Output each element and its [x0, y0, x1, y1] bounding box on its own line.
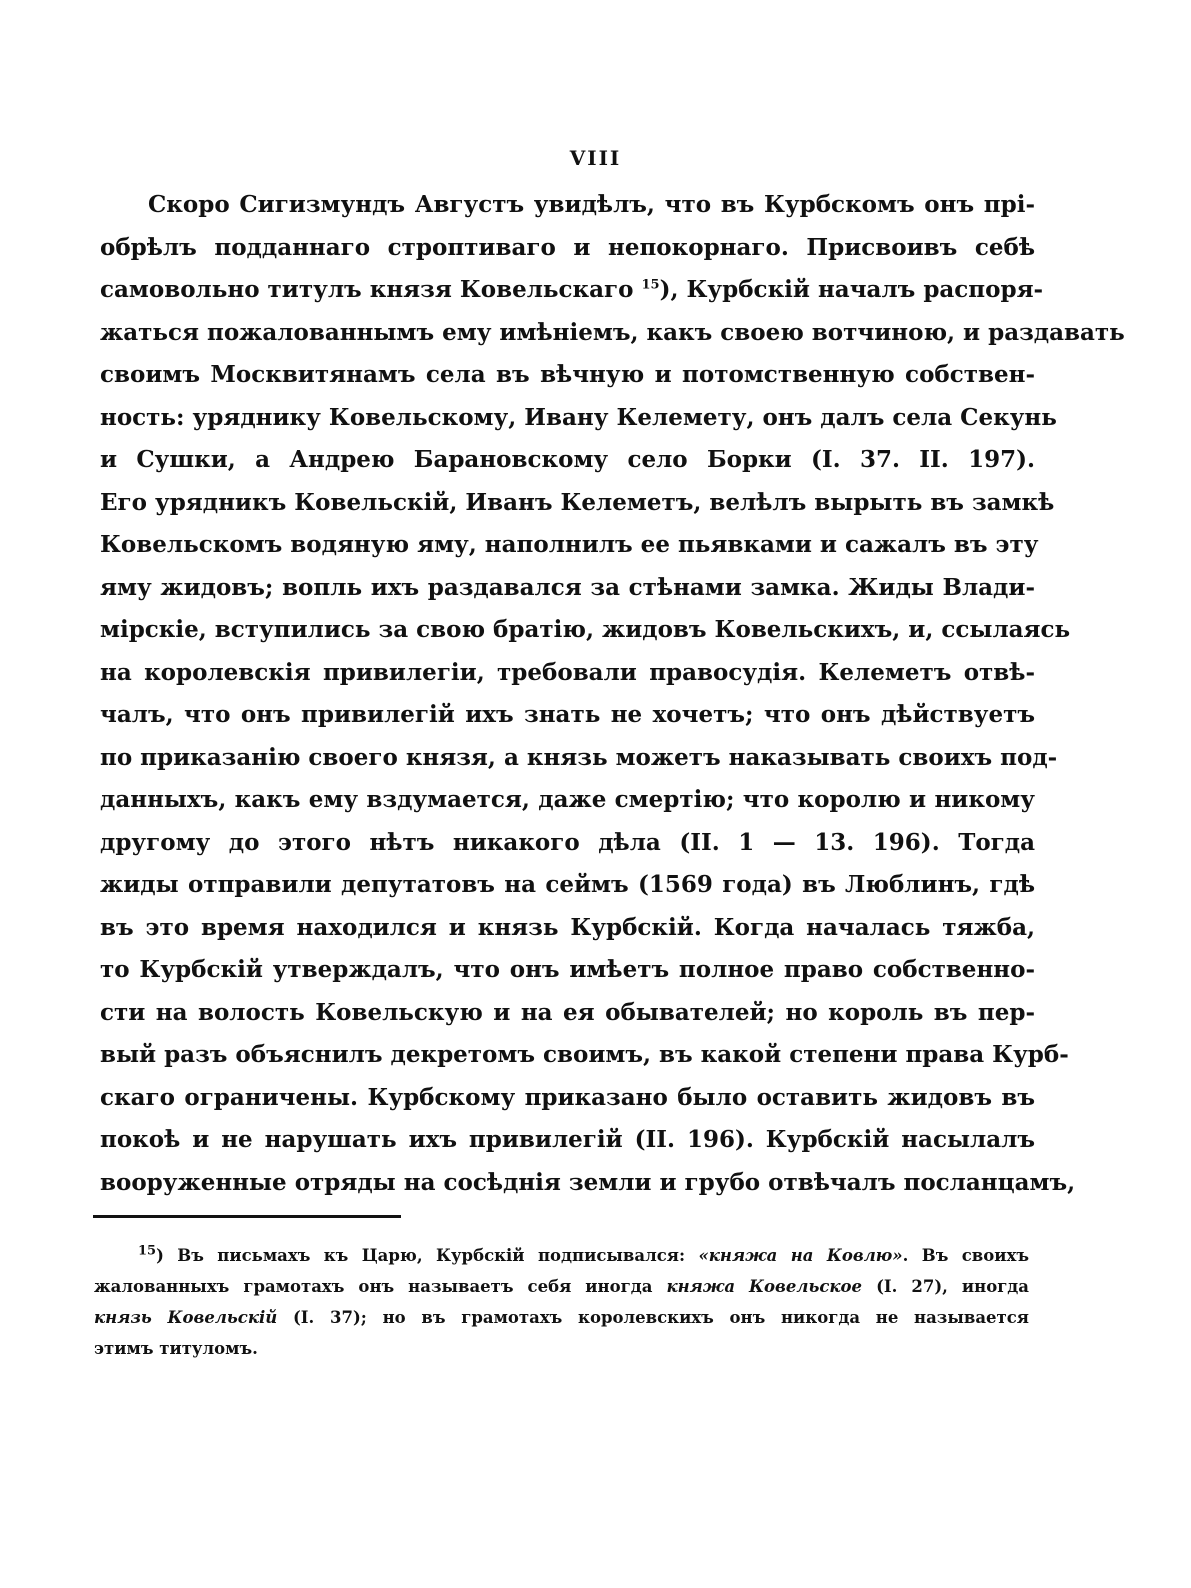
text-line: чалъ, что онъ привилегій ихъ знать не хочетъ; что онъ дѣйствуетъ: [100, 701, 1035, 728]
text-line: Ковельскомъ водяную яму, наполнилъ ее пьявками и сажалъ въ эту: [100, 531, 1039, 558]
text-line: мірскіе, вступились за свою братію, жидовъ Ковельскихъ, и, ссылаясь: [100, 616, 1071, 643]
text-line: данныхъ, какъ ему вздумается, даже смертію; что королю и никому: [100, 786, 1035, 813]
text-line: то Курбскій утверждалъ, что онъ имѣетъ полное право собственно-: [100, 956, 1035, 983]
text-segment: ), Курбскій началъ распоря-: [659, 276, 1044, 303]
footnote-marker: 15: [138, 1243, 157, 1259]
text-line: жиды отправили депутатовъ на сеймъ (1569 года) въ Люблинъ, гдѣ: [100, 871, 1035, 898]
text-segment: . Въ своихъ: [902, 1246, 1029, 1265]
text-line: Скоро Сигизмундъ Августъ увидѣлъ, что въ Курбскомъ онъ прі-: [148, 191, 1035, 218]
page-number: VIII: [569, 146, 622, 170]
footnote-reference[interactable]: 15: [641, 277, 660, 293]
footnote-line: [94, 1240, 1029, 1271]
text-line: своимъ Москвитянамъ села въ вѣчную и потомственную собствен-: [100, 361, 1035, 388]
footnote-line: [94, 1302, 1029, 1333]
text-line: скаго ограничены. Курбскому приказано было оставить жидовъ въ: [100, 1083, 1035, 1111]
text-line: сти на волость Ковельскую и на ея обывателей; но король въ пер-: [100, 998, 1035, 1026]
text-line: вооруженные отряды на сосѣднія земли и грубо отвѣчалъ посланцамъ,: [100, 1168, 1076, 1196]
italic-quote: «княжа на Ковлю»: [698, 1246, 903, 1265]
main-text: [100, 184, 1125, 1204]
italic-title: княжа Ковельское: [666, 1277, 863, 1296]
text-line: ность: уряднику Ковельскому, Ивану Келемету, онъ далъ села Секунь: [100, 403, 1057, 431]
text-line: по приказанію своего князя, а князь можетъ наказывать своихъ под-: [100, 743, 1058, 771]
text-line: и Сушки, а Андрею Барановскому село Борки (I. 37. II. 197).: [100, 446, 1035, 473]
text-line: на королевскія привилегіи, требовали правосудія. Келеметъ отвѣ-: [100, 658, 1035, 686]
footnote-divider: [93, 1215, 401, 1218]
text-line: обрѣлъ подданнаго строптиваго и непокорнаго. Присвоивъ себѣ: [100, 233, 1035, 261]
text-line: Его урядникъ Ковельскій, Иванъ Келеметъ, велѣлъ вырыть въ замкѣ: [100, 488, 1055, 516]
text-line: жаться пожалованнымъ ему имѣніемъ, какъ своею вотчиною, и раздавать: [100, 318, 1125, 346]
text-line: вый разъ объяснилъ декретомъ своимъ, въ какой степени права Курб-: [100, 1041, 1069, 1068]
text-segment: самовольно титулъ князя Ковельскаго: [100, 276, 634, 303]
text-line: другому до этого нѣтъ никакого дѣла (II. 1 — 13. 196). Тогда: [100, 828, 1035, 856]
text-segment: (I. 27), иногда: [876, 1277, 1029, 1296]
text-line: яму жидовъ; вопль ихъ раздавался за стѣнами замка. Жиды Влади-: [100, 573, 1035, 601]
text-segment: жалованныхъ грамотахъ онъ называетъ себя иногда: [94, 1277, 653, 1296]
text-line: покоѣ и не нарушать ихъ привилегій (II. 196). Курбскій насылалъ: [100, 1126, 1035, 1153]
text-line-with-footnote-ref: [100, 269, 1044, 312]
text-segment: (I. 37); но въ грамотахъ королевскихъ онъ никогда не называется: [293, 1308, 1029, 1327]
text-line: въ это время находился и князь Курбскій. Когда началась тяжба,: [100, 913, 1035, 941]
footnote: [94, 1240, 1029, 1364]
italic-title: князь Ковельскій: [94, 1308, 278, 1327]
text-segment: ) Въ письмахъ къ Царю, Курбскій подписывался:: [156, 1246, 686, 1265]
footnote-line: этимъ титуломъ.: [94, 1339, 258, 1358]
footnote-line: [94, 1271, 1029, 1302]
